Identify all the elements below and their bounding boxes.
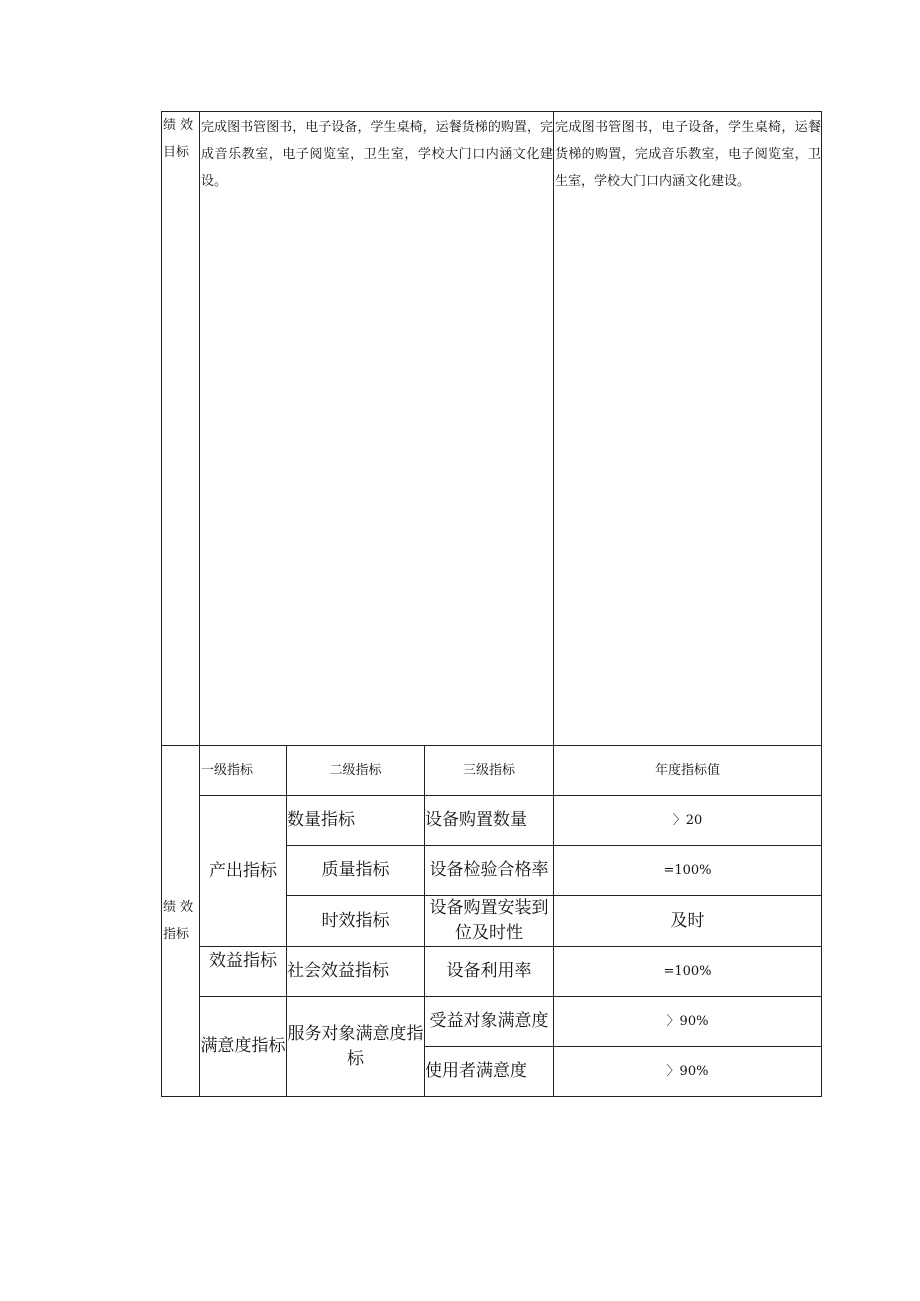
satisfaction-level2: 服务对象满意度指标 — [287, 997, 425, 1097]
goal-row — [162, 112, 822, 746]
quality-value: =100% — [554, 846, 822, 896]
quantity-level2: 数量指标 — [287, 796, 425, 846]
header-level3: 三级指标 — [425, 746, 554, 796]
quantity-value: 〉20 — [554, 796, 822, 846]
row-beneficiary-satisfaction — [162, 997, 822, 1047]
indicator-label-line1: 绩 效 — [163, 900, 194, 915]
benefit-indicator-cell: 效益指标 — [200, 947, 287, 997]
performance-table — [161, 111, 822, 1097]
header-level2: 二级指标 — [287, 746, 425, 796]
user-level3: 使用者满意度 — [425, 1047, 554, 1097]
row-benefit — [162, 947, 822, 997]
quality-level3: 设备检验合格率 — [425, 846, 554, 896]
indicator-header-row — [162, 746, 822, 796]
indicator-label-line2: 指标 — [163, 927, 190, 942]
benefit-level3: 设备利用率 — [425, 947, 554, 997]
header-annual-value: 年度指标值 — [554, 746, 822, 796]
row-quantity — [162, 796, 822, 846]
quality-level2: 质量指标 — [287, 846, 425, 896]
beneficiary-level3: 受益对象满意度 — [425, 997, 554, 1047]
timeliness-value: 及时 — [554, 896, 822, 947]
beneficiary-value: 〉90% — [554, 997, 822, 1047]
user-value: 〉90% — [554, 1047, 822, 1097]
goal-text-right: 完成图书管图书，电子设备，学生桌椅，运餐货梯的购置，完成音乐教室，电子阅览室，卫生室，学校大门口内涵文化建设。 — [554, 112, 822, 746]
quantity-level3: 设备购置数量 — [425, 796, 554, 846]
performance-table-container — [161, 111, 822, 1097]
goal-label-line1: 绩 效 — [163, 118, 194, 133]
timeliness-level2: 时效指标 — [287, 896, 425, 947]
timeliness-level3: 设备购置安装到位及时性 — [425, 896, 554, 947]
benefit-level2: 社会效益指标 — [287, 947, 425, 997]
goal-label-cell — [162, 112, 200, 746]
header-level1: 一级指标 — [200, 746, 287, 796]
goal-text-left: 完成图书管图书，电子设备，学生桌椅，运餐货梯的购置，完成音乐教室，电子阅览室，卫生室，学校大门口内涵文化建设。 — [200, 112, 554, 746]
output-indicator-cell: 产出指标 — [200, 796, 287, 947]
indicator-label-cell — [162, 746, 200, 1097]
benefit-value: =100% — [554, 947, 822, 997]
goal-label-line2: 目标 — [163, 145, 190, 160]
satisfaction-indicator-cell: 满意度指标 — [200, 997, 287, 1097]
